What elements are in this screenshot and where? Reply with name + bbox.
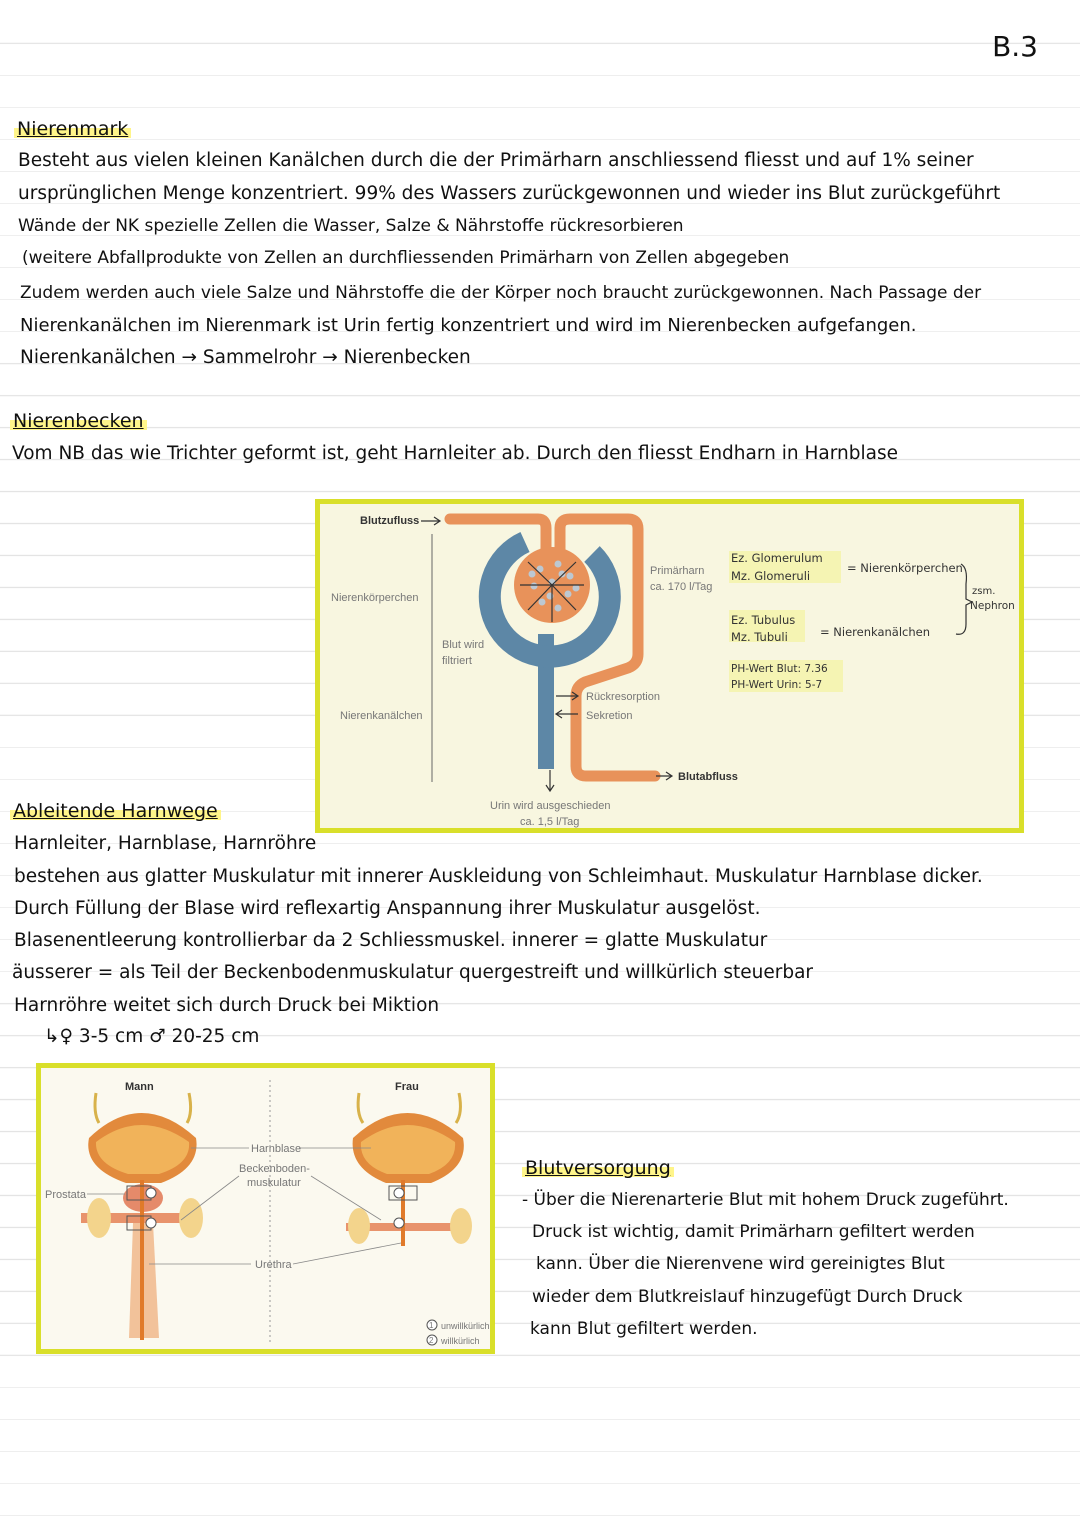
page-number: B.3	[992, 30, 1038, 63]
nierenmark-line-3: Wände der NK spezielle Zellen die Wasser, Salze & Nährstoffe rückresorbieren	[18, 216, 684, 236]
label-mann: Mann	[125, 1081, 154, 1093]
note-mz-tubuli: Mz. Tubuli	[731, 630, 788, 644]
arrow-urin	[546, 770, 554, 791]
legend-2-num: 2	[429, 1336, 434, 1345]
ableitende-line-1: Harnleiter, Harnblase, Harnröhre	[14, 833, 317, 854]
label-urethra: Urethra	[255, 1259, 292, 1271]
note-mz-glomeruli: Mz. Glomeruli	[731, 569, 811, 583]
heading-ableitende-harnwege	[10, 800, 221, 822]
nierenmark-line-2: ursprünglichen Menge konzentriert. 99% des Wassers zurückgewonnen und wieder ins Blut zurückgeführt	[18, 183, 1001, 204]
label-rueckresorption: Rückresorption	[586, 691, 660, 703]
heading-nierenmark	[14, 118, 131, 140]
note-ez-tubulus: Ez. Tubulus	[731, 613, 796, 627]
blutversorgung-line-2: Druck ist wichtig, damit Primärharn gefiltert werden	[532, 1222, 975, 1242]
legend-1: unwillkürlich	[441, 1321, 490, 1331]
nierenbecken-line: Vom NB das wie Trichter geformt ist, geht Harnleiter ab. Durch den fliesst Endharn in Harnblase	[12, 443, 898, 464]
leader-beckenboden-left	[181, 1176, 239, 1220]
nierenmark-line-7: Nierenkanälchen → Sammelrohr → Nierenbecken	[20, 347, 471, 368]
ableitende-line-3: Durch Füllung der Blase wird reflexartig Anspannung ihrer Muskulatur ausgelöst.	[14, 898, 761, 919]
label-primaerharn: Primärharn	[650, 565, 705, 577]
label-blutzufluss: Blutzufluss	[360, 515, 420, 527]
male-anatomy	[81, 1093, 203, 1340]
label-harnblase: Harnblase	[251, 1143, 302, 1155]
legend-1-num: 1	[429, 1321, 434, 1330]
legend-2: willkürlich	[441, 1336, 480, 1346]
nephron-figure	[315, 499, 1024, 833]
note-eq-koerperchen: = Nierenkörperchen	[847, 561, 963, 575]
arrow-blutzufluss	[421, 517, 440, 525]
heading-blutversorgung	[522, 1157, 674, 1179]
label-primaerharn-amount: ca. 170 l/Tag	[650, 581, 713, 593]
leader-urethra-right	[293, 1243, 401, 1264]
female-anatomy	[346, 1093, 472, 1246]
label-sekretion: Sekretion	[586, 710, 633, 722]
blutversorgung-line-4: wieder dem Blutkreislauf hinzugefügt Durch Druck	[532, 1287, 963, 1307]
ableitende-line-4: Blasenentleerung kontrollierbar da 2 Schliessmuskel. innerer = glatte Muskulatur	[14, 930, 768, 951]
label-filtriert: filtriert	[442, 655, 472, 667]
label-blut-wird: Blut wird	[442, 639, 485, 651]
nierenmark-line-4: (weitere Abfallprodukte von Zellen an durchfliessenden Primärharn von Zellen abgegeben	[22, 248, 790, 268]
ableitende-line-6: Harnröhre weitet sich durch Druck bei Miktion	[14, 995, 440, 1016]
ableitende-line-2: bestehen aus glatter Muskulatur mit innerer Auskleidung von Schleimhaut. Muskulatur Harnblase dicker.	[14, 866, 983, 887]
nierenmark-line-1: Besteht aus vielen kleinen Kanälchen durch die der Primärharn anschliessend fliesst und auf 1% seiner	[18, 150, 974, 171]
heading-blutversorgung-text: Blutversorgung	[522, 1157, 674, 1179]
heading-nierenbecken	[10, 410, 147, 432]
blutversorgung-line-3: kann. Über die Nierenvene wird gereinigtes Blut	[536, 1254, 945, 1274]
blutversorgung-line-1: - Über die Nierenarterie Blut mit hohem Druck zugeführt.	[522, 1190, 1009, 1210]
note-nephron: Nephron	[970, 600, 1015, 612]
leader-beckenboden-right	[311, 1176, 381, 1220]
note-ph-urin: PH-Wert Urin: 5-7	[731, 679, 823, 691]
arrow-rueckresorption	[556, 692, 578, 700]
heading-nierenbecken-text: Nierenbecken	[10, 410, 147, 432]
label-nierenkanaelchen: Nierenkanälchen	[340, 710, 423, 722]
bladder-figure	[36, 1063, 495, 1354]
label-urin: Urin wird ausgeschieden	[490, 800, 611, 812]
label-prostata: Prostata	[45, 1189, 86, 1201]
label-nierenkoerperchen: Nierenkörperchen	[331, 592, 419, 604]
ableitende-line-7: ↳♀ 3-5 cm ♂ 20-25 cm	[44, 1026, 260, 1047]
nierenmark-line-5: Zudem werden auch viele Salze und Nährstoffe die der Körper noch braucht zurückgewonnen. Nach Passage der	[20, 283, 982, 303]
label-beckenboden-1: Beckenboden-	[239, 1163, 310, 1175]
bladder-diagram	[41, 1068, 490, 1349]
ableitende-line-5: äusserer = als Teil der Beckenbodenmuskulatur quergestreift und willkürlich steuerbar	[12, 962, 814, 983]
note-zsm: zsm.	[972, 586, 996, 597]
label-blutabfluss: Blutabfluss	[678, 771, 738, 783]
blutversorgung-line-5: kann Blut gefiltert werden.	[530, 1319, 758, 1339]
label-beckenboden-2: muskulatur	[247, 1177, 301, 1189]
note-eq-kanaelchen: = Nierenkanälchen	[820, 625, 931, 639]
label-frau: Frau	[395, 1081, 419, 1093]
label-urin-amount: ca. 1,5 l/Tag	[520, 816, 580, 828]
heading-nierenmark-text: Nierenmark	[14, 118, 131, 140]
nephron-diagram	[320, 504, 1019, 828]
heading-ableitende-text: Ableitende Harnwege	[10, 800, 221, 822]
note-ph-blut: PH-Wert Blut: 7.36	[731, 663, 828, 675]
note-ez-glomerulum: Ez. Glomerulum	[731, 551, 823, 565]
nierenmark-line-6: Nierenkanälchen im Nierenmark ist Urin fertig konzentriert und wird im Nierenbecken aufgefangen.	[20, 315, 917, 336]
